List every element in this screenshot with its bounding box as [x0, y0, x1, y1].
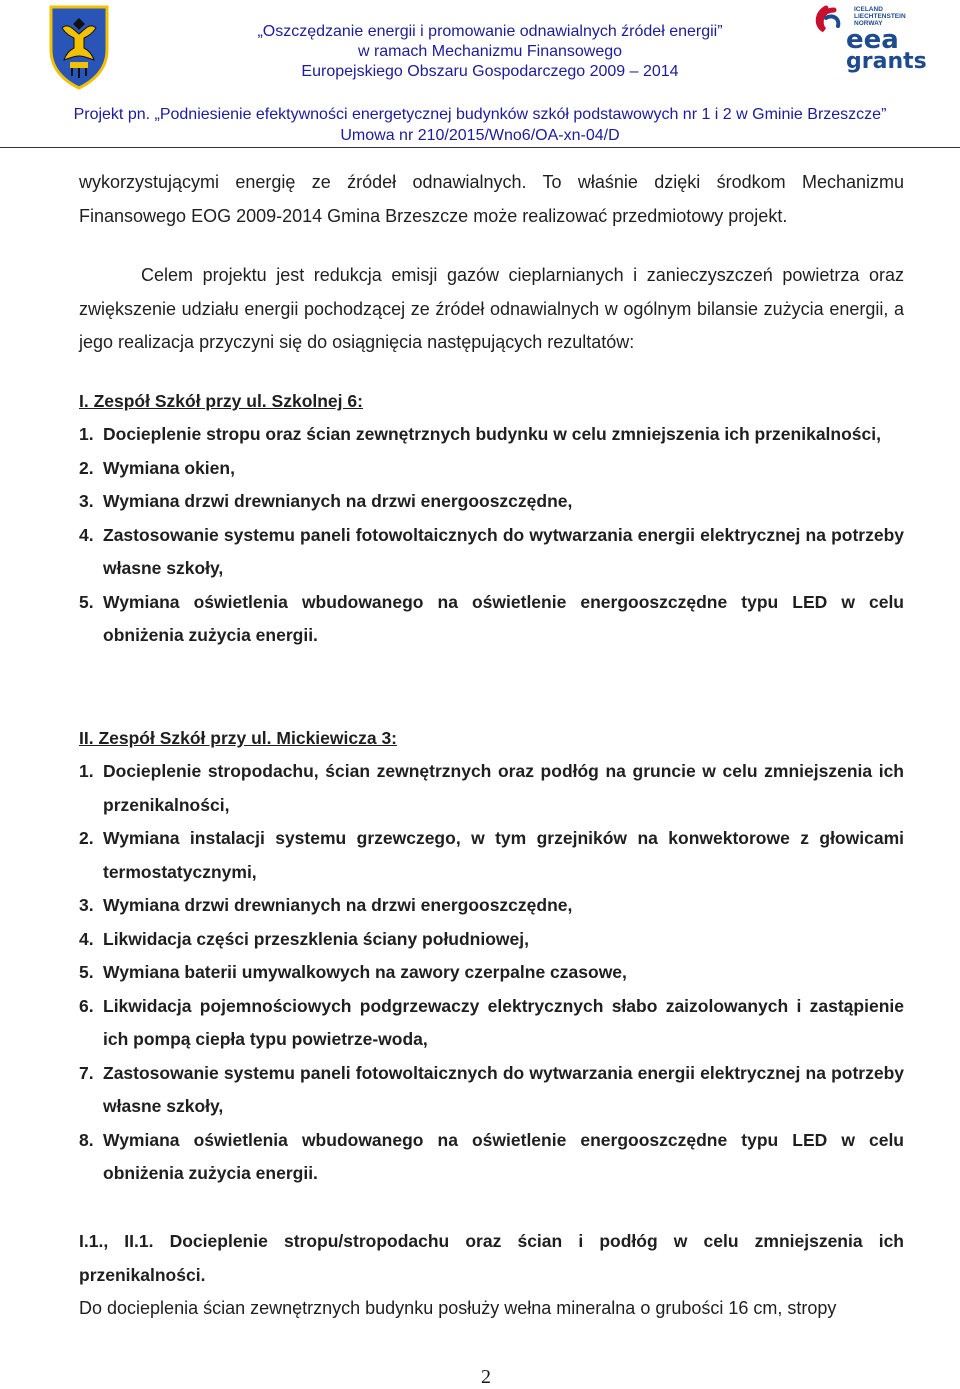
list-item-text: Wymiana oświetlenia wbudowanego na oświetlenie energooszczędne typu LED w celu obniżenia zużycia energii. [103, 591, 904, 645]
section-2-list [79, 755, 904, 1191]
list-item-text: Wymiana drzwi drewnianych na drzwi energooszczędne, [103, 895, 573, 915]
list-item [79, 755, 904, 822]
list-item [79, 485, 904, 519]
section-1 [79, 385, 904, 653]
eea-logo-mark [818, 8, 838, 30]
list-item [79, 1124, 904, 1191]
header-line-1: „Oszczędzanie energii i promowanie odnawialnych źródeł energii” [257, 23, 723, 40]
list-item-number: 8. [79, 1129, 94, 1150]
contract-number: Umowa nr 210/2015/Wno6/OA-xn-04/D [340, 127, 620, 144]
list-item-number: 2. [79, 828, 94, 848]
list-item [79, 822, 904, 889]
list-item-number: 5. [79, 591, 94, 612]
section-1-title: I. Zespół Szkół przy ul. Szkolnej 6: [79, 391, 363, 411]
list-item-text: Zastosowanie systemu paneli fotowoltaicznych do wytwarzania energii elektrycznej na potrzeby własne szkoły, [103, 524, 904, 578]
section-1-list [79, 418, 904, 653]
intro-paragraph: wykorzystującymi energię ze źródeł odnawialnych. To właśnie dzięki środkom Mechanizmu Finansowego EOG 2009-2014 Gmina Brzeszcze może realizować przedmiotowy projekt. [79, 172, 904, 226]
list-item-number: 2. [79, 457, 94, 478]
list-item-number: 7. [79, 1062, 94, 1083]
list-item-text: Wymiana oświetlenia wbudowanego na oświetlenie energooszczędne typu LED w celu obniżenia zużycia energii. [103, 1129, 904, 1183]
list-item-number: 5. [79, 962, 94, 982]
list-item [79, 923, 904, 957]
goal-paragraph: Celem projektu jest redukcja emisji gazów cieplarnianych i zanieczyszczeń powietrza oraz zwiększenie udziału energii pochodzącej ze źródeł odnawialnych w ogólnym bilansie zużycia energii, a jego realizacja przyczyni się do osiągnięcia następujących rezultatów: [79, 265, 904, 352]
goal-block [79, 259, 904, 360]
list-item-text: Docieplenie stropu oraz ścian zewnętrznych budynku w celu zmniejszenia ich przenikalności, [103, 424, 881, 444]
page-number: 2 [481, 1366, 491, 1388]
eea-country-norway: NORWAY [854, 20, 883, 27]
list-item-text: Wymiana drzwi drewnianych na drzwi energooszczędne, [103, 491, 573, 511]
page-header [0, 0, 960, 150]
eea-grants-logo-icon [812, 4, 952, 74]
list-item-text: Likwidacja pojemnościowych podgrzewaczy elektrycznych słabo zaizolowanych i zastąpienie ich pompą ciepła typu powietrze-woda, [103, 995, 904, 1049]
municipality-crest-icon [48, 4, 110, 90]
project-info [0, 104, 960, 146]
eea-country-iceland: ICELAND [854, 6, 883, 13]
header-line-2: w ramach Mechanizmu Finansowego [357, 43, 623, 60]
list-item-number: 4. [79, 524, 94, 545]
intro-block [79, 166, 904, 233]
list-item-text: Zastosowanie systemu paneli fotowoltaicznych do wytwarzania energii elektrycznej na potrzeby własne szkoły, [103, 1062, 904, 1116]
list-item [79, 418, 904, 452]
header-divider [0, 147, 960, 148]
header-line-3: Europejskiego Obszaru Gospodarczego 2009 – 2014 [301, 63, 679, 80]
list-item-text: Wymiana baterii umywalkowych na zawory czerpalne czasowe, [103, 962, 627, 982]
list-item-number: 4. [79, 928, 94, 949]
eea-logo-word-grants: grants [846, 49, 927, 74]
list-item-text: Wymiana okien, [103, 457, 235, 478]
section-2 [79, 722, 904, 1191]
list-item [79, 1057, 904, 1124]
subsection-heading: I.1., II.1. Docieplenie stropu/stropodachu oraz ścian i podłóg w celu zmniejszenia ich przenikalności. [79, 1231, 904, 1285]
list-item-number: 3. [79, 491, 94, 511]
eea-country-liechtenstein: LIECHTENSTEIN [854, 13, 906, 20]
list-item [79, 519, 904, 586]
subsection-block [79, 1225, 904, 1326]
list-item [79, 586, 904, 653]
eea-logo-word-eea: eea [846, 25, 899, 55]
list-item [79, 452, 904, 486]
header-title-block [160, 22, 820, 82]
list-item-text: Wymiana instalacji systemu grzewczego, w tym grzejników na konwektorowe z głowicami termostatycznymi, [103, 828, 904, 882]
list-item-number: 1. [79, 761, 94, 781]
project-title: Projekt pn. „Podniesienie efektywności energetycznej budynków szkół podstawowych nr 1 i 2 w Gminie Brzeszcze” [73, 106, 887, 123]
list-item [79, 956, 904, 990]
list-item-number: 3. [79, 895, 94, 915]
list-item-text: Likwidacja części przeszklenia ściany południowej, [103, 928, 529, 949]
list-item [79, 889, 904, 923]
list-item-text: Docieplenie stropodachu, ścian zewnętrznych oraz podłóg na gruncie w celu zmniejszenia ich przenikalności, [103, 761, 904, 815]
list-item-number: 6. [79, 995, 94, 1016]
list-item-number: 1. [79, 424, 94, 444]
section-2-title: II. Zespół Szkół przy ul. Mickiewicza 3: [79, 728, 398, 748]
subsection-paragraph: Do docieplenia ścian zewnętrznych budynku posłuży wełna mineralna o grubości 16 cm, stropy [79, 1298, 837, 1318]
list-item [79, 990, 904, 1057]
